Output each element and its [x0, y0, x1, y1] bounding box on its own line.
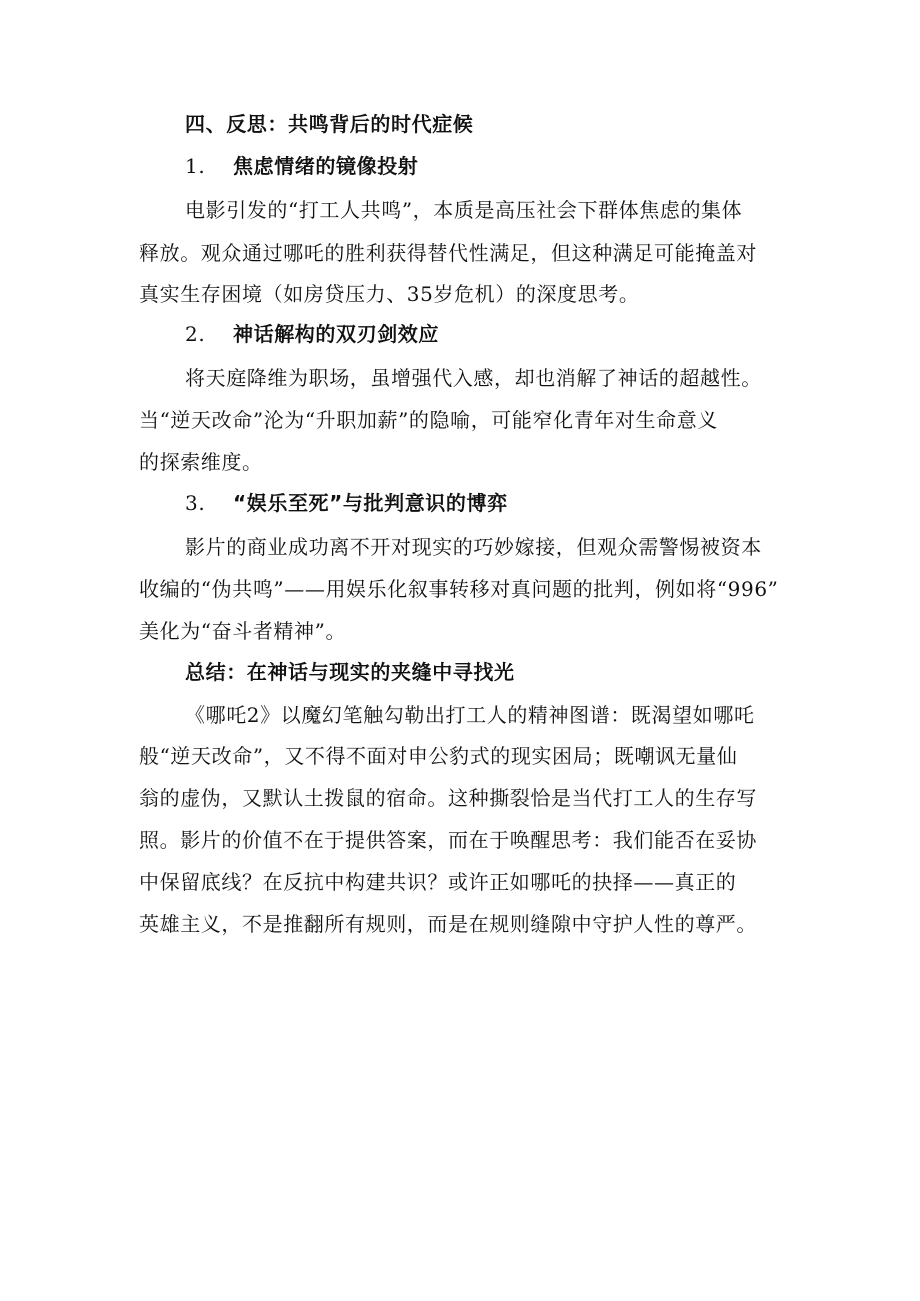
subheading-1: [185, 152, 835, 180]
paragraph-line: 美化为“奋斗者精神”。: [139, 619, 347, 643]
subheading-text: “娱乐至死”与批判意识的博弈: [233, 491, 508, 515]
section-title: 四、反思：共鸣背后的时代症候: [185, 112, 474, 136]
subheading-2: [185, 320, 835, 348]
paragraph-line: 英雄主义，不是推翻所有规则，而是在规则缝隙中守护人性的尊严。: [139, 912, 757, 936]
paragraph-line: 翁的虚伪，又默认土拨鼠的宿命。这种撕裂恰是当代打工人的生存写: [139, 786, 757, 810]
subheading-number: 2.: [185, 322, 206, 346]
subheading-3: [185, 489, 835, 517]
paragraph-line: 般“逆天改命”，又不得不面对申公豹式的现实困局；既嘲讽无量仙: [139, 744, 738, 768]
subheading-text: 焦虑情绪的镜像投射: [233, 154, 419, 178]
subheading-text: 神话解构的双刃剑效应: [233, 322, 439, 346]
paragraph-line: 《哪吒2》以魔幻笔触勾勒出打工人的精神图谱：既渴望如哪吒: [185, 703, 755, 727]
paragraph-line: 当“逆天改命”沦为“升职加薪”的隐喻，可能窄化青年对生命意义: [139, 408, 718, 432]
paragraph-line: 真实生存困境（如房贷压力、35岁危机）的深度思考。: [139, 282, 640, 306]
paragraph-line: 收编的“伪共鸣”——用娱乐化叙事转移对真问题的批判，例如将“996”: [139, 577, 779, 601]
paragraph-line: 的探索维度。: [139, 450, 263, 474]
paragraph-line: 释放。观众通过哪吒的胜利获得替代性满足，但这种满足可能掩盖对: [139, 241, 757, 265]
subheading-number: 1.: [185, 154, 206, 178]
paragraph-line: 将天庭降维为职场，虽增强代入感，却也消解了神话的超越性。: [185, 366, 762, 390]
paragraph-line: 电影引发的“打工人共鸣”，本质是高压社会下群体焦虑的集体: [185, 198, 743, 222]
paragraph-line: 照。影片的价值不在于提供答案，而在于唤醒思考：我们能否在妥协: [139, 828, 757, 852]
paragraph-line: 中保留底线？在反抗中构建共识？或许正如哪吒的抉择——真正的: [139, 870, 737, 894]
summary-title: 总结：在神话与现实的夹缝中寻找光: [185, 660, 515, 684]
paragraph-line: 影片的商业成功离不开对现实的巧妙嫁接，但观众需警惕被资本: [185, 535, 762, 559]
subheading-number: 3.: [185, 491, 206, 515]
